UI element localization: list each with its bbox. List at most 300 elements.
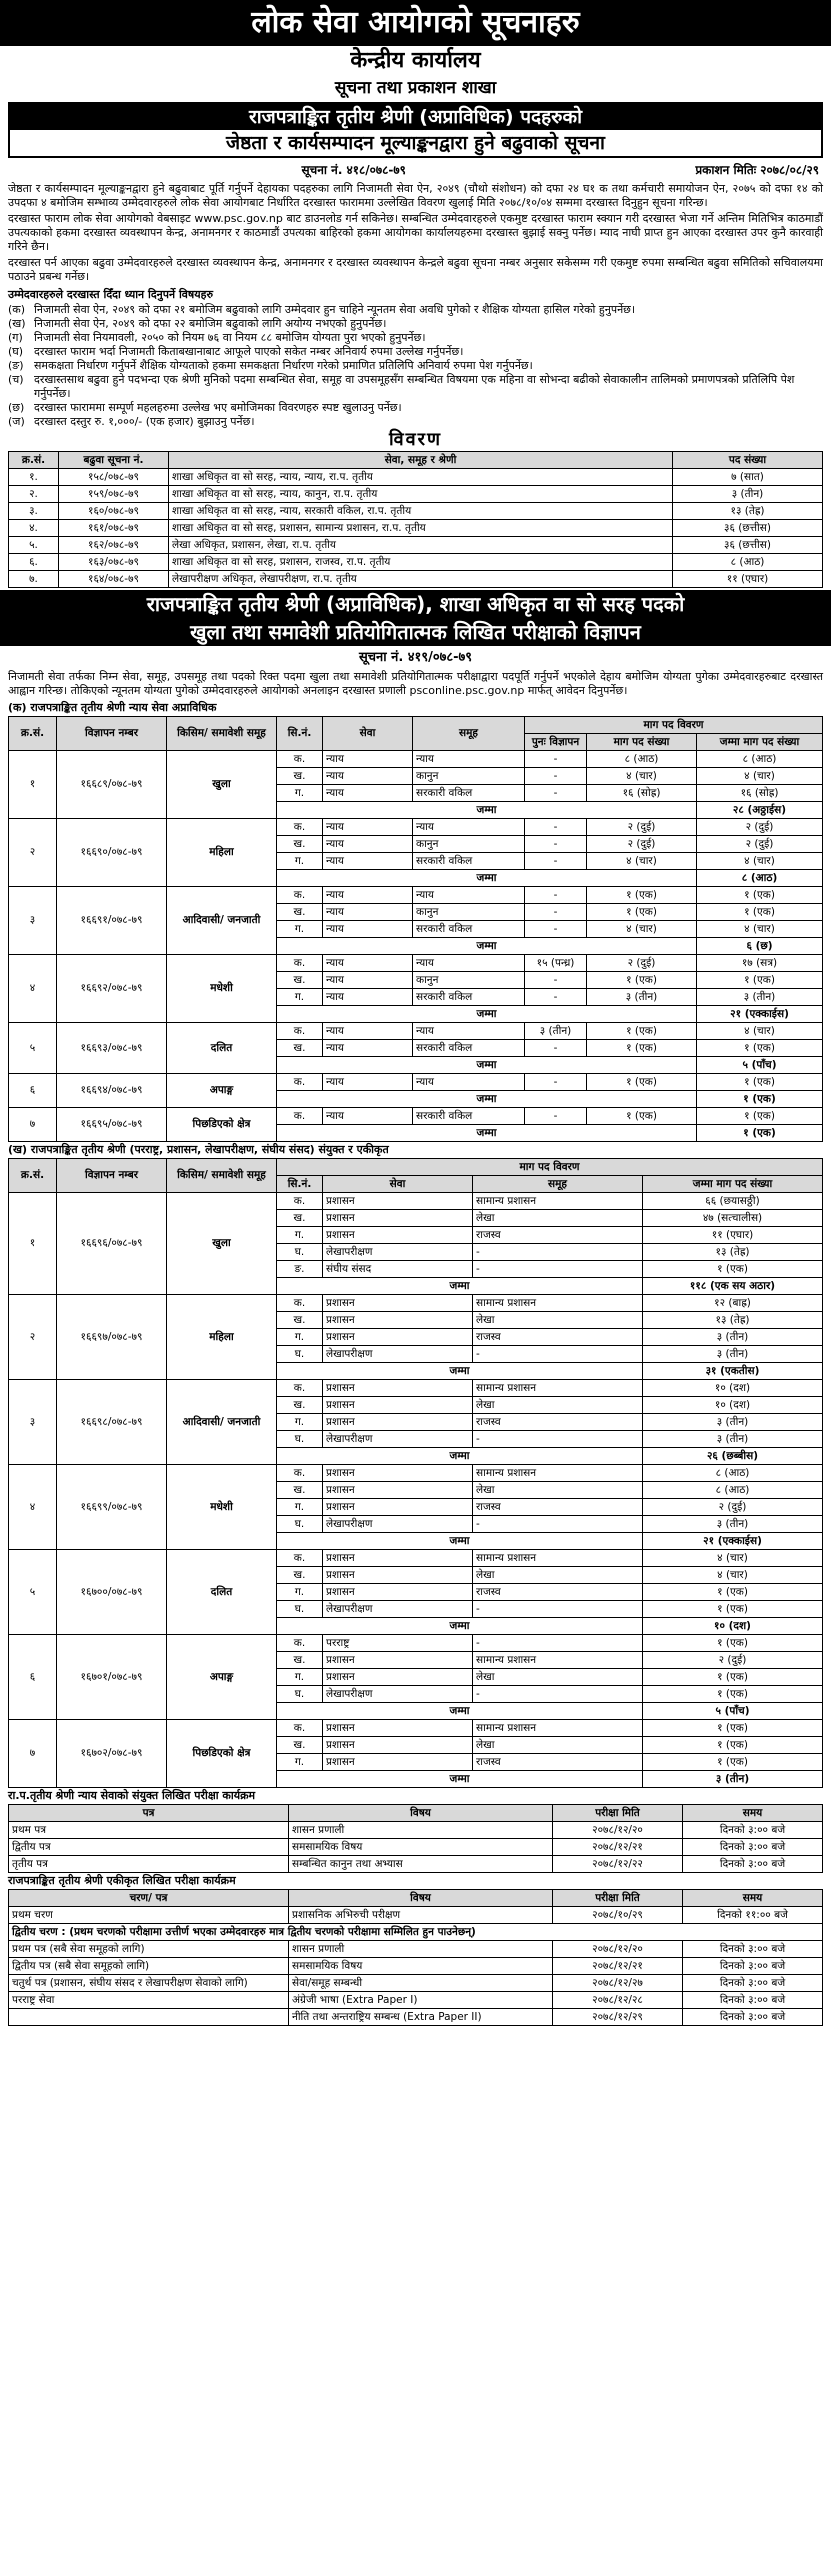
table-cell: शाखा अधिकृत वा सो सरह, न्याय, न्याय, रा.प. तृतीय [169, 469, 673, 486]
table-cell: - [473, 1686, 643, 1703]
table-cell: शाखा अधिकृत वा सो सरह, न्याय, सरकारी वकिल, रा.प. तृतीय [169, 503, 673, 520]
table-cell: १६०/०७८-७९ [59, 503, 169, 520]
table-cell: न्याय [413, 751, 525, 768]
table-cell: लेखापरीक्षण [323, 1244, 473, 1261]
table-cell: १. [9, 469, 59, 486]
promotion-heading-2: जेष्ठता र कार्यसम्पादन मूल्याङ्कनद्वारा हुने बढुवाको सूचना [226, 132, 605, 154]
table-cell: १२ (बाह्र) [643, 1295, 823, 1312]
exam-cell: दिनको ११:०० बजे [683, 1907, 823, 1924]
requirement-key: (ख) [8, 317, 26, 330]
requirement-text: दरखास्त फाराममा सम्पूर्ण महलहरुमा उल्लेख भए बमोजिमका विवरणहरु स्पष्ट खुलाउनु पर्नेछ। [34, 401, 402, 414]
total-label: जम्मा [277, 1006, 697, 1023]
table-cell: १३ (तेह्र) [643, 1244, 823, 1261]
requirement-text: समकक्षता निर्धारण गर्नुपर्ने शैक्षिक योग्यताको हकमा समकक्षता निर्धारण गरेको प्रमाणित प्रतिलिपि अनिवार्य रुपमा पेश गर्नुपर्नेछ। [34, 359, 533, 372]
total-value: १ (एक) [697, 1125, 823, 1142]
table-cell: ख. [277, 836, 323, 853]
col-sub-sn: सि.नं. [277, 1176, 323, 1193]
office-name: केन्द्रीय कार्यालय [350, 48, 481, 73]
table-cell: क. [277, 1074, 323, 1091]
table-cell: १० (दश) [643, 1397, 823, 1414]
table-row [9, 469, 823, 486]
table-cell: प्रशासन [323, 1329, 473, 1346]
promotion-para-3: दरखास्त पर्न आएका बढुवा उम्मेदवारहरुले दरखास्त व्यवस्थापन केन्द्र, अनामनगर र दरखास्त व्यवस्थापन केन्द्रले बढुवा सूचना नम्बर अनुसार सकेसम्म गरी एकमुष्ट रुपमा सम्बन्धित बढुवा समितिको सचिवालयमा पठाउने प्रबन्ध गर्नेछ। [8, 256, 823, 283]
advert-heading-2: खुला तथा समावेशी प्रतियोगितात्मक लिखित परीक्षाको विज्ञापन [190, 620, 641, 644]
table-cell: १ (एक) [587, 972, 697, 989]
table-row [9, 554, 823, 571]
table-cell: १ (एक) [697, 1108, 823, 1125]
table-cell: लेखा अधिकृत, प्रशासन, लेखा, रा.प. तृतीय [169, 537, 673, 554]
table-row [9, 1193, 823, 1210]
table-cell: ४ (चार) [697, 768, 823, 785]
exam-cell: २०७८/१२/२० [553, 1822, 683, 1839]
exam-cell: २०७८/१२/२९ [553, 2009, 683, 2026]
group-adv-no: १६६९६/०७८-७९ [57, 1193, 167, 1295]
table-cell: ४ (चार) [587, 853, 697, 870]
table-cell: १६ (सोह्र) [697, 785, 823, 802]
table-cell: प्रशासन [323, 1414, 473, 1431]
exam-header-cell: परीक्षा मिति [553, 1805, 683, 1822]
exam-cell: प्रथम पत्र (सबै सेवा समूहको लागि) [9, 1941, 289, 1958]
promotion-table [8, 451, 823, 588]
table-cell: क. [277, 819, 323, 836]
table-cell: प्रशासन [323, 1227, 473, 1244]
exam-row [9, 1839, 823, 1856]
col-sn: क्र.सं. [9, 1159, 57, 1193]
total-label: जम्मा [277, 1448, 643, 1465]
exam-cell: प्रथम चरण [9, 1907, 289, 1924]
group-type: महिला [167, 1295, 277, 1380]
table-cell: २ (दुई) [643, 1652, 823, 1669]
table-cell: न्याय [413, 819, 525, 836]
exam-cell: दिनको ३:०० बजे [683, 1992, 823, 2009]
total-value: २१ (एक्काईस) [643, 1533, 823, 1550]
table-cell: - [473, 1431, 643, 1448]
table-cell: १ (एक) [697, 887, 823, 904]
table-cell: सरकारी वकिल [413, 853, 525, 870]
group-type: खुला [167, 1193, 277, 1295]
exam-row [9, 2009, 823, 2026]
table-cell: - [525, 1108, 587, 1125]
exam-cell: दिनको ३:०० बजे [683, 2009, 823, 2026]
advert-intro: निजामती सेवा तर्फका निम्न सेवा, समूह, उपसमूह तथा पदको रिक्त पदमा खुला तथा समावेशी प्रतियोगितात्मक परीक्षाद्वारा पदपूर्ति गर्नुपर्ने भएकोले देहाय बमोजिम योग्यता पुगेका उम्मेदवारहरुबाट दरखास्त आह्वान गरिन्छ। तोकिएको न्यूनतम योग्यता पुगेको उम्मेदवारहरुले आयोगको अनलाइन दरखास्त प्रणाली psconline.psc.gov.np मार्फत् आवेदन दिनुपर्नेछ। [8, 670, 823, 697]
table-cell: लेखापरीक्षण अधिकृत, लेखापरीक्षण, रा.प. तृतीय [169, 571, 673, 588]
table-cell: ३. [9, 503, 59, 520]
total-label: जम्मा [277, 1703, 643, 1720]
table-cell: १ (एक) [643, 1261, 823, 1278]
col-total-count: जम्मा माग पद संख्या [643, 1176, 823, 1193]
exam-cell: द्वितीय पत्र [9, 1839, 289, 1856]
table-row [9, 955, 823, 972]
requirement-text: निजामती सेवा ऐन, २०४९ को दफा २१ बमोजिम बढुवाको लागि उम्मेदवार हुन चाहिने न्यूनतम सेवा अवधि पुगेको र शैक्षिक योग्यता हासिल गरेको हुनुपर्नेछ। [34, 303, 636, 316]
exam-row [9, 1958, 823, 1975]
table-cell: न्याय [323, 955, 413, 972]
table-cell: १३ (तेह्र) [643, 1312, 823, 1329]
table-row [9, 1074, 823, 1091]
table-cell: - [473, 1261, 643, 1278]
requirement-text: निजामती सेवा ऐन, २०४९ को दफा २२ बमोजिम बढुवाको लागि अयोग्य नभएको हुनुपर्नेछ। [34, 317, 387, 330]
exam-cell: दिनको ३:०० बजे [683, 1975, 823, 1992]
table-cell: १६१/०७८-७९ [59, 520, 169, 537]
col-demand: माग पद विवरण [277, 1159, 823, 1176]
table-cell: ख. [277, 904, 323, 921]
table-cell: १ (एक) [643, 1686, 823, 1703]
table-cell: १ (एक) [587, 1040, 697, 1057]
table-cell: न्याय [413, 955, 525, 972]
details-title: विवरण [388, 429, 443, 450]
table-row [9, 537, 823, 554]
requirement-item [8, 359, 823, 373]
table-cell: क. [277, 1023, 323, 1040]
table-cell: - [525, 887, 587, 904]
exam-cell: २०७८/१२/२१ [553, 1839, 683, 1856]
table-cell: राजस्व [473, 1329, 643, 1346]
exam-cell: सम्बन्धित कानुन तथा अभ्यास [289, 1856, 553, 1873]
table-cell: घ. [277, 1244, 323, 1261]
table-cell: ४ (चार) [697, 921, 823, 938]
requirement-key: (घ) [8, 345, 24, 358]
requirement-item [8, 415, 823, 429]
table-cell: १६४/०७८-७९ [59, 571, 169, 588]
table-cell: प्रशासन [323, 1499, 473, 1516]
table-cell: न्याय [323, 853, 413, 870]
table-cell: २. [9, 486, 59, 503]
table-cell: क. [277, 1193, 323, 1210]
table-row [9, 1295, 823, 1312]
table-row [9, 503, 823, 520]
table-cell: प्रशासन [323, 1482, 473, 1499]
total-label: जम्मा [277, 1125, 697, 1142]
total-label: जम्मा [277, 870, 697, 887]
exam-header-cell: पत्र [9, 1805, 289, 1822]
col-group: समूह [473, 1176, 643, 1193]
table-cell: प्रशासन [323, 1754, 473, 1771]
table-cell: क. [277, 1465, 323, 1482]
table-cell: ४ (चार) [587, 921, 697, 938]
requirement-key: (ङ) [8, 359, 24, 372]
promotion-header-cell: सेवा, समूह र श्रेणी [169, 452, 673, 469]
promotion-header-cell: क्र.सं. [9, 452, 59, 469]
table-cell: ख. [277, 1312, 323, 1329]
table-cell: ७ (सात) [673, 469, 823, 486]
table-cell: राजस्व [473, 1414, 643, 1431]
table-cell: ३ (तीन) [697, 989, 823, 1006]
table-cell: परराष्ट्र [323, 1635, 473, 1652]
table-row [9, 887, 823, 904]
table-cell: ७. [9, 571, 59, 588]
group-adv-no: १६६९३/०७८-७९ [57, 1023, 167, 1074]
table-cell: ग. [277, 785, 323, 802]
table-cell: - [525, 904, 587, 921]
table-cell: प्रशासन [323, 1193, 473, 1210]
table-cell: घ. [277, 1601, 323, 1618]
exam-row [9, 1822, 823, 1839]
table-cell: १५९/०७८-७९ [59, 486, 169, 503]
table-cell: राजस्व [473, 1754, 643, 1771]
table-row [9, 1023, 823, 1040]
table-cell: १ (एक) [587, 1108, 697, 1125]
table-cell: क. [277, 955, 323, 972]
exam-cell: तृतीय पत्र [9, 1856, 289, 1873]
table-cell: - [525, 972, 587, 989]
table-cell: २ (दुई) [697, 819, 823, 836]
table-cell: ख. [277, 1040, 323, 1057]
group-sn: ६ [9, 1635, 57, 1720]
group-type: खुला [167, 751, 277, 819]
table-cell: ४७ (सत्चालीस) [643, 1210, 823, 1227]
table-cell: लेखापरीक्षण [323, 1516, 473, 1533]
table-cell: लेखा [473, 1210, 643, 1227]
exam-row [9, 1975, 823, 1992]
exam-cell [9, 2009, 289, 2026]
exam-cell: शासन प्रणाली [289, 1822, 553, 1839]
table-cell: न्याय [323, 972, 413, 989]
table-cell: शाखा अधिकृत वा सो सरह, न्याय, कानुन, रा.प. तृतीय [169, 486, 673, 503]
table-cell: ग. [277, 853, 323, 870]
total-label: जम्मा [277, 1363, 643, 1380]
table-cell: १ (एक) [643, 1754, 823, 1771]
exam-cell: २०७८/१२/२८ [553, 1992, 683, 2009]
exam-cell: २०७८/१०/२९ [553, 1907, 683, 1924]
table-cell: प्रशासन [323, 1295, 473, 1312]
requirement-key: (ज) [8, 415, 25, 428]
col-service: सेवा [323, 1176, 473, 1193]
table-cell: घ. [277, 1346, 323, 1363]
exam-cell: सेवा/समूह सम्बन्धी [289, 1975, 553, 1992]
group-adv-no: १६६९५/०७८-७९ [57, 1108, 167, 1142]
table-cell: न्याय [323, 1023, 413, 1040]
table-cell: प्रशासन [323, 1720, 473, 1737]
table-cell: ङ. [277, 1261, 323, 1278]
table-cell: - [525, 1074, 587, 1091]
table-cell: २ (दुई) [587, 955, 697, 972]
table-cell: - [525, 751, 587, 768]
table-cell: न्याय [323, 921, 413, 938]
table-cell: १ (एक) [587, 904, 697, 921]
table-cell: १६२/०७८-७९ [59, 537, 169, 554]
exam-cell: प्रशासनिक अभिरुची परीक्षण [289, 1907, 553, 1924]
promotion-para-2: दरखास्त फाराम लोक सेवा आयोगको वेबसाइट www.psc.gov.np बाट डाउनलोड गर्न सकिनेछ। सम्बन्धित उम्मेदवारहरुले एकमुष्ट दरखास्त फाराम स्क्यान गरी दरखास्त भेजा गर्ने अन्तिम मितिभित्र काठमाडौं उपत्यकाको हकमा दरखास्त व्यवस्थापन केन्द्र, अनामनगर र काठमाडौं उपत्यका बाहिरको हकमा आयोगका कार्यालयहरुमा दरखास्त बुझाई सक्नु पर्नेछ। म्याद नाघी प्राप्त हुन आएका दरखास्त उपर कुनै कारवाही गरिने छैन। [8, 212, 823, 253]
exam-cell: २०७८/१२/२१ [553, 1958, 683, 1975]
table-cell: १० (दश) [643, 1380, 823, 1397]
table-cell: १ (एक) [643, 1601, 823, 1618]
table-cell: क. [277, 1380, 323, 1397]
table-row [9, 1108, 823, 1125]
table-cell: सरकारी वकिल [413, 785, 525, 802]
table-cell: सामान्य प्रशासन [473, 1652, 643, 1669]
group-sn: ७ [9, 1720, 57, 1788]
page-title: लोक सेवा आयोगको सूचनाहरु [0, 0, 831, 46]
exam-cell: शासन प्रणाली [289, 1941, 553, 1958]
exam-note-row [9, 1924, 823, 1941]
table-cell: ३ (तीन) [673, 486, 823, 503]
table-cell: न्याय [323, 1108, 413, 1125]
table-cell: - [473, 1635, 643, 1652]
table-cell: राजस्व [473, 1227, 643, 1244]
exam-cell: २०७८/१२/२२ [553, 1856, 683, 1873]
group-type: दलित [167, 1550, 277, 1635]
col-service: सेवा [323, 717, 413, 751]
group-sn: ३ [9, 887, 57, 955]
table-cell: सामान्य प्रशासन [473, 1550, 643, 1567]
table-cell: १ (एक) [643, 1584, 823, 1601]
table-cell: १६३/०७८-७९ [59, 554, 169, 571]
exam-cell: दिनको ३:०० बजे [683, 1822, 823, 1839]
total-value: ११८ (एक सय अठार) [643, 1278, 823, 1295]
table-cell: ६६ (छयासठ्ठी) [643, 1193, 823, 1210]
requirement-key: (छ) [8, 401, 25, 414]
table-cell: क. [277, 1720, 323, 1737]
exam2-table [8, 1889, 823, 2026]
promotion-heading-1: राजपत्राङ्कित तृतीय श्रेणी (अप्राविधिक) पदहरुको [10, 104, 821, 130]
total-label: जम्मा [277, 1533, 643, 1550]
requirement-key: (क) [8, 303, 26, 316]
table-cell: २ (दुई) [587, 819, 697, 836]
group-sn: ५ [9, 1023, 57, 1074]
table-cell: शाखा अधिकृत वा सो सरह, प्रशासन, सामान्य प्रशासन, रा.प. तृतीय [169, 520, 673, 537]
table-cell: न्याय [323, 768, 413, 785]
total-value: १ (एक) [697, 1091, 823, 1108]
group-sn: ३ [9, 1380, 57, 1465]
group-adv-no: १६७०२/०७८-७९ [57, 1720, 167, 1788]
table-cell: १ (एक) [697, 972, 823, 989]
group-sn: ४ [9, 955, 57, 1023]
total-label: जम्मा [277, 802, 697, 819]
promotion-para-1: जेष्ठता र कार्यसम्पादन मूल्याङ्कनद्वारा हुने बढुवाबाट पूर्ति गर्नुपर्ने देहायका पदहरुका लागि निजामती सेवा ऐन, २०४९ (चौथो संशोधन) को दफा २४ घ१ क तथा कर्मचारी समायोजन ऐन, २०७५ को दफा १४ को उपदफा ४ बमोजिम सम्भाव्य उम्मेदवारहरुले लोक सेवा आयोगबाट निर्धारित दरखास्त फाराममा उल्लेखित विवरण खुलाई मिति २०७८/१०/०४ सम्ममा दरखास्त दिनुहुन सूचना गरिन्छ। [8, 182, 823, 209]
requirement-item [8, 317, 823, 331]
requirement-text: दरखास्त फाराम भर्दा निजामती किताबखानाबाट आफूले पाएको सकेत नम्बर अनिवार्य रुपमा उल्लेख गर्नुपर्नेछ। [34, 345, 464, 358]
table-cell: सरकारी वकिल [413, 1108, 525, 1125]
promotion-ref-line [8, 160, 823, 180]
table-cell: ग. [277, 1499, 323, 1516]
table-cell: कानुन [413, 904, 525, 921]
requirements-list [8, 303, 823, 429]
exam-row [9, 1907, 823, 1924]
total-label: जम्मा [277, 1091, 697, 1108]
table-cell: क. [277, 1635, 323, 1652]
table-cell: प्रशासन [323, 1584, 473, 1601]
group-sn: ५ [9, 1550, 57, 1635]
group-adv-no: १६७००/०७८-७९ [57, 1550, 167, 1635]
group-type: अपाङ्ग [167, 1074, 277, 1108]
total-value: ५ (पाँच) [697, 1057, 823, 1074]
table-cell: प्रशासन [323, 1465, 473, 1482]
total-value: २६ (छब्बीस) [643, 1448, 823, 1465]
table-cell: १ (एक) [587, 1023, 697, 1040]
table-cell: कानुन [413, 836, 525, 853]
table-row [9, 571, 823, 588]
section-a-title: (क) राजपत्राङ्कित तृतीय श्रेणी न्याय सेवा अप्राविधिक [8, 701, 217, 714]
exam-cell: परराष्ट्र सेवा [9, 1992, 289, 2009]
advert-heading-1: राजपत्राङ्कित तृतीय श्रेणी (अप्राविधिक), शाखा अधिकृत वा सो सरह पदको [146, 592, 685, 616]
table-cell: लेखापरीक्षण [323, 1601, 473, 1618]
table-cell: ८ (आठ) [673, 554, 823, 571]
table-cell: - [525, 1040, 587, 1057]
table-cell: सरकारी वकिल [413, 921, 525, 938]
group-adv-no: १६६८९/०७८-७९ [57, 751, 167, 819]
table-cell: न्याय [323, 989, 413, 1006]
total-label: जम्मा [277, 1771, 643, 1788]
table-cell: प्रशासन [323, 1652, 473, 1669]
requirement-item [8, 331, 823, 345]
table-cell: ८ (आठ) [697, 751, 823, 768]
total-value: ३१ (एकतीस) [643, 1363, 823, 1380]
table-cell: ग. [277, 1584, 323, 1601]
exam-header-cell: चरण/ पत्र [9, 1890, 289, 1907]
total-value: ३ (तीन) [643, 1771, 823, 1788]
col-type: किसिम/ समावेशी समूह [167, 717, 277, 751]
group-sn: १ [9, 1193, 57, 1295]
table-cell: क. [277, 751, 323, 768]
total-label: जम्मा [277, 1278, 643, 1295]
table-cell: ४ (चार) [643, 1567, 823, 1584]
table-row [9, 1635, 823, 1652]
group-adv-no: १६६९७/०७८-७९ [57, 1295, 167, 1380]
table-cell: ३६ (छत्तीस) [673, 537, 823, 554]
table-cell: प्रशासन [323, 1567, 473, 1584]
group-sn: २ [9, 819, 57, 887]
requirement-item [8, 373, 823, 401]
table-cell: ३ (तीन) [643, 1414, 823, 1431]
requirement-text: दरखास्तसाथ बढुवा हुने पदभन्दा एक श्रेणी मुनिको पदमा सम्बन्धित सेवा, समूह वा उपसमूहसँग सम्बन्धित विषयमा एक महिना वा सोभन्दा बढीको सेवाकालीन तालिमको प्रमाणपत्रको प्रतिलिपि पेश गर्नुपर्नेछ। [34, 373, 795, 400]
table-cell: घ. [277, 1686, 323, 1703]
col-group: समूह [413, 717, 525, 751]
table-cell: घ. [277, 1516, 323, 1533]
table-cell: ३ (तीन) [643, 1431, 823, 1448]
table-cell: ३ (तीन) [525, 1023, 587, 1040]
table-cell: ख. [277, 1567, 323, 1584]
justice-vacancy-table [8, 716, 823, 1142]
table-cell: लेखापरीक्षण [323, 1346, 473, 1363]
group-adv-no: १६६९०/०७८-७९ [57, 819, 167, 887]
table-cell: कानुन [413, 768, 525, 785]
table-row [9, 486, 823, 503]
table-cell: न्याय [323, 904, 413, 921]
table-cell: ६. [9, 554, 59, 571]
group-adv-no: १६६९२/०७८-७९ [57, 955, 167, 1023]
table-cell: ११ (एघार) [673, 571, 823, 588]
table-cell: ३६ (छत्तीस) [673, 520, 823, 537]
total-value: २८ (अठ्ठाईस) [697, 802, 823, 819]
exam-header-cell: समय [683, 1805, 823, 1822]
group-sn: २ [9, 1295, 57, 1380]
table-cell: ३ (तीन) [643, 1346, 823, 1363]
table-cell: - [473, 1601, 643, 1618]
table-cell: १३ (तेह्र) [673, 503, 823, 520]
table-cell: १५८/०७८-७९ [59, 469, 169, 486]
group-type: अपाङ्ग [167, 1635, 277, 1720]
table-row [9, 1550, 823, 1567]
table-cell: ५. [9, 537, 59, 554]
table-cell: १ (एक) [697, 1040, 823, 1057]
requirement-key: (च) [8, 373, 24, 386]
table-cell: लेखापरीक्षण [323, 1431, 473, 1448]
table-cell: घ. [277, 1431, 323, 1448]
table-cell: न्याय [323, 1040, 413, 1057]
exam1-table [8, 1804, 823, 1873]
table-cell: - [473, 1516, 643, 1533]
table-cell: १ (एक) [697, 1074, 823, 1091]
table-cell: लेखा [473, 1397, 643, 1414]
table-cell: ३ (तीन) [643, 1329, 823, 1346]
table-cell: संघीय संसद [323, 1261, 473, 1278]
table-cell: सरकारी वकिल [413, 1040, 525, 1057]
exam-cell: दिनको ३:०० बजे [683, 1839, 823, 1856]
table-cell: १ (एक) [587, 1074, 697, 1091]
table-cell: २ (दुई) [643, 1499, 823, 1516]
group-sn: १ [9, 751, 57, 819]
exam-cell: दिनको ३:०० बजे [683, 1941, 823, 1958]
table-cell: प्रशासन [323, 1210, 473, 1227]
